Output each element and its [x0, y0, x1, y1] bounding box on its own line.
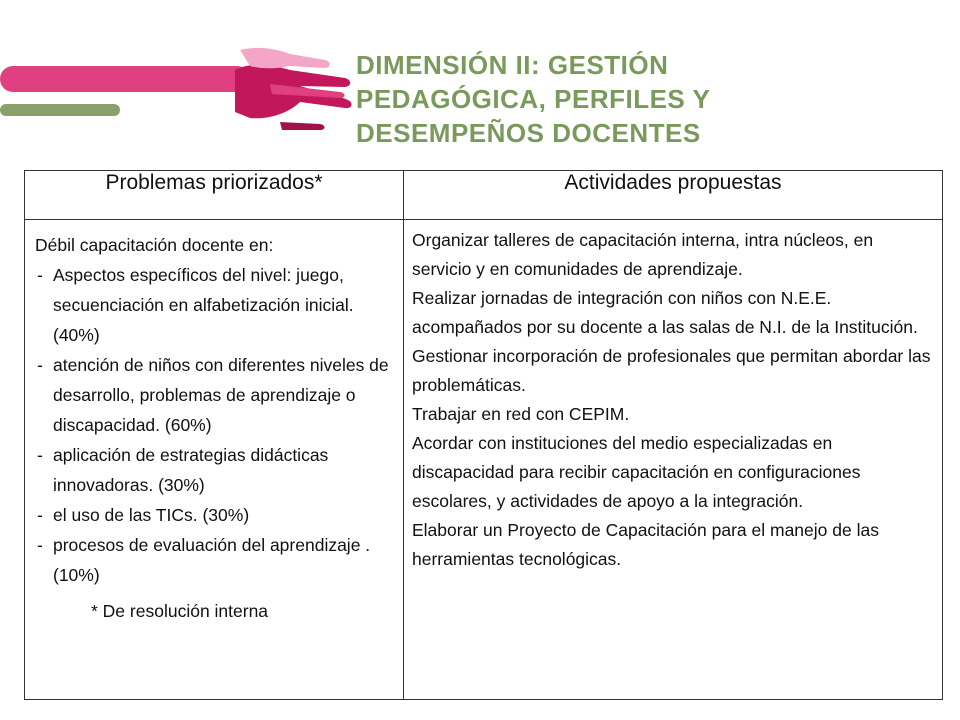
problem-text: aplicación de estrategias didácticas innovadoras. (30%)	[53, 445, 329, 495]
list-item	[35, 440, 395, 500]
activity-text: Organizar talleres de capacitación interna, intra núcleos, en servicio y en comunidades de aprendizaje.	[412, 230, 874, 279]
list-item	[35, 260, 395, 350]
dash-bullet: -	[37, 445, 43, 465]
green-bar	[0, 104, 120, 116]
problems-list	[35, 260, 395, 590]
dash-bullet: -	[37, 265, 43, 285]
problem-text: el uso de las TICs. (30%)	[53, 505, 250, 525]
problems-activities-table	[24, 170, 943, 700]
dash-bullet: -	[37, 535, 43, 555]
title-line: DIMENSIÓN II: GESTIÓN	[356, 50, 669, 80]
activity-text: Gestionar incorporación de profesionales que permitan abordar las problemáticas.	[412, 346, 931, 395]
dark-finger	[280, 122, 325, 130]
title-line: PEDAGÓGICA, PERFILES Y	[356, 84, 711, 114]
dash-bullet: -	[37, 355, 43, 375]
footnote: * De resolución interna	[91, 601, 269, 621]
activity-text: Elaborar un Proyecto de Capacitación para el manejo de las herramientas tecnológicas.	[412, 520, 879, 569]
problem-text: Aspectos específicos del nivel: juego, secuenciación en alfabetización inicial. (40%)	[53, 265, 354, 345]
dash-bullet: -	[37, 505, 43, 525]
problems-lead: Débil capacitación docente en:	[35, 235, 274, 255]
list-item	[35, 530, 395, 590]
problems-cell	[25, 220, 404, 700]
activity-text: Realizar jornadas de integración con niños con N.E.E. acompañados por su docente a las salas de N.I. de la Institución.	[412, 288, 918, 337]
hands-logo	[0, 40, 360, 140]
problem-text: atención de niños con diferentes niveles de desarrollo, problemas de aprendizaje o discapacidad. (60%)	[53, 355, 389, 435]
list-item	[35, 500, 395, 530]
list-item	[35, 350, 395, 440]
activity-text: Trabajar en red con CEPIM.	[412, 404, 630, 424]
header-activities: Actividades propuestas	[404, 171, 943, 220]
activity-text: Acordar con instituciones del medio especializadas en discapacidad para recibir capacitación en configuraciones escolares, y actividades de apoyo a la integración.	[412, 433, 861, 511]
pink-bar	[0, 66, 250, 92]
header-problems: Problemas priorizados*	[25, 171, 404, 220]
title-line: DESEMPEÑOS DOCENTES	[356, 118, 701, 148]
header-row	[25, 171, 943, 220]
activities-cell	[404, 220, 943, 700]
light-pink-hand	[240, 48, 330, 68]
problem-text: procesos de evaluación del aprendizaje .(10%)	[53, 535, 371, 585]
content-row	[25, 220, 943, 700]
slide-title	[356, 48, 956, 150]
